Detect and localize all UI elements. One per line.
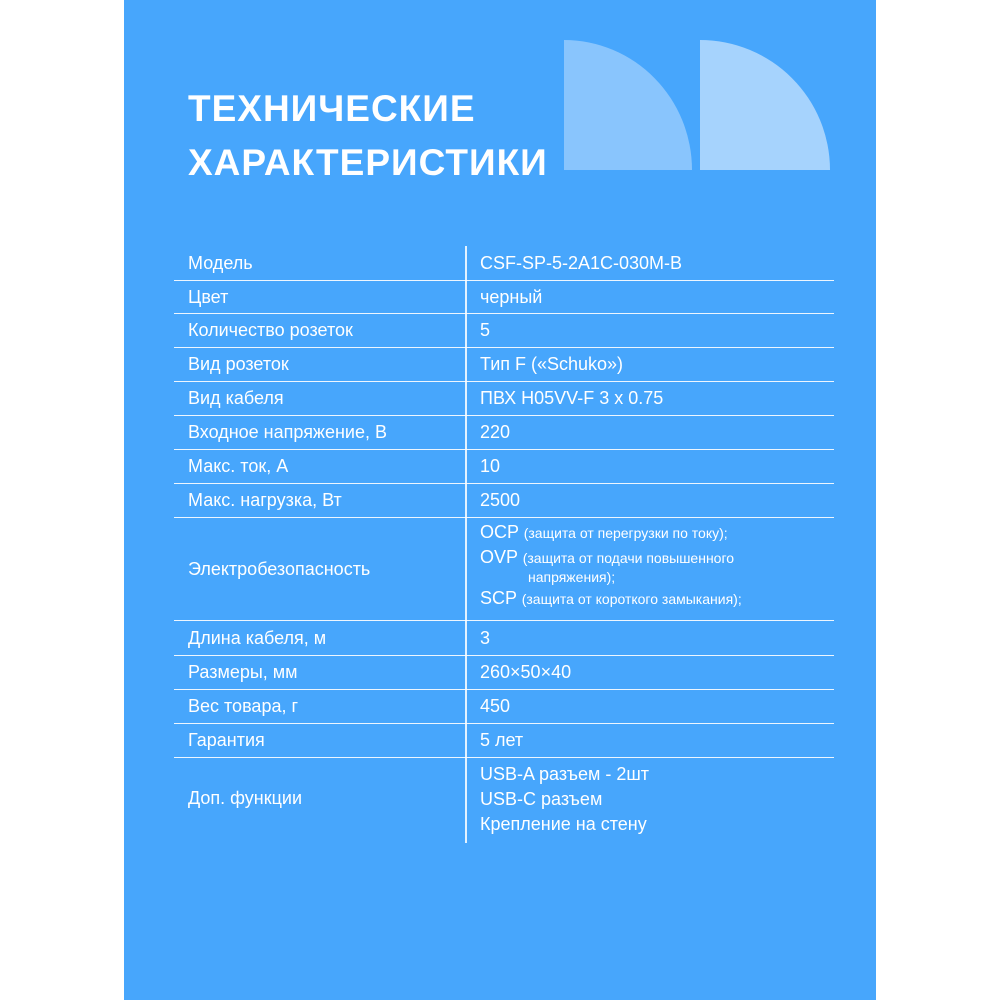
- safety-scp-code: SCP: [480, 588, 517, 608]
- row-divider: [174, 517, 834, 518]
- row-divider: [174, 723, 834, 724]
- row-divider: [174, 347, 834, 348]
- spec-label-safety: Электробезопасность: [188, 559, 371, 579]
- safety-ocp: [480, 522, 742, 543]
- spec-card: [124, 0, 876, 1000]
- spec-value-weight: 450: [480, 696, 511, 716]
- safety-ovp-desc-cont: напряжения);: [528, 569, 616, 585]
- spec-label-sockets: Количество розеток: [188, 320, 353, 340]
- spec-value-cable-type: ПВХ H05VV-F 3 x 0.75: [480, 388, 664, 408]
- spec-label-cable-length: Длина кабеля, м: [188, 628, 327, 648]
- row-divider: [174, 449, 834, 450]
- spec-label-warranty: Гарантия: [188, 730, 265, 750]
- spec-label-load: Макс. нагрузка, Вт: [188, 490, 342, 510]
- row-divider: [174, 415, 834, 416]
- spec-value-safety: [480, 522, 742, 609]
- spec-value-cable-length: 3: [480, 628, 491, 648]
- safety-scp: [480, 588, 742, 609]
- title-line-2: ХАРАКТЕРИСТИКИ: [188, 142, 548, 183]
- spec-value-current: 10: [480, 456, 501, 476]
- row-divider: [174, 689, 834, 690]
- row-divider: [174, 620, 834, 621]
- spec-label-socket-type: Вид розеток: [188, 354, 289, 374]
- extras-line-1: USB-A разъем - 2шт: [480, 764, 650, 784]
- spec-label-color: Цвет: [188, 287, 229, 307]
- safety-ocp-code: OCP: [480, 522, 519, 542]
- spec-value-sockets: 5: [480, 320, 491, 340]
- safety-ovp: [480, 547, 742, 568]
- row-divider: [174, 313, 834, 314]
- spec-value-model: CSF-SP-5-2A1C-030M-B: [480, 253, 683, 273]
- extras-line-3: Крепление на стену: [480, 814, 647, 834]
- row-divider: [174, 483, 834, 484]
- safety-ovp-desc: (защита от подачи повышенного: [522, 550, 735, 566]
- spec-value-voltage: 220: [480, 422, 511, 442]
- safety-scp-desc: (защита от короткого замыкания);: [521, 591, 742, 607]
- spec-value-dimensions: 260×50×40: [480, 662, 572, 682]
- safety-ocp-desc: (защита от перегрузки по току);: [523, 525, 728, 541]
- spec-value-color: черный: [480, 287, 543, 307]
- spec-label-voltage: Входное напряжение, В: [188, 422, 388, 442]
- spec-value-warranty: 5 лет: [480, 730, 524, 750]
- spec-label-extras: Доп. функции: [188, 788, 302, 808]
- title-line-1: ТЕХНИЧЕСКИЕ: [188, 88, 476, 129]
- spec-value-socket-type: Тип F («Schuko»): [480, 354, 624, 374]
- extras-line-2: USB-C разъем: [480, 789, 603, 809]
- spec-value-extras: [480, 762, 649, 837]
- row-divider: [174, 381, 834, 382]
- spec-label-weight: Вес товара, г: [188, 696, 299, 716]
- spec-label-current: Макс. ток, А: [188, 456, 289, 476]
- safety-ovp-code: OVP: [480, 547, 518, 567]
- page-title: [188, 82, 548, 190]
- row-divider: [174, 280, 834, 281]
- row-divider: [174, 757, 834, 758]
- spec-label-model: Модель: [188, 253, 253, 273]
- spec-label-cable-type: Вид кабеля: [188, 388, 284, 408]
- spec-label-dimensions: Размеры, мм: [188, 662, 298, 682]
- column-divider: [465, 246, 467, 843]
- spec-value-load: 2500: [480, 490, 521, 510]
- row-divider: [174, 655, 834, 656]
